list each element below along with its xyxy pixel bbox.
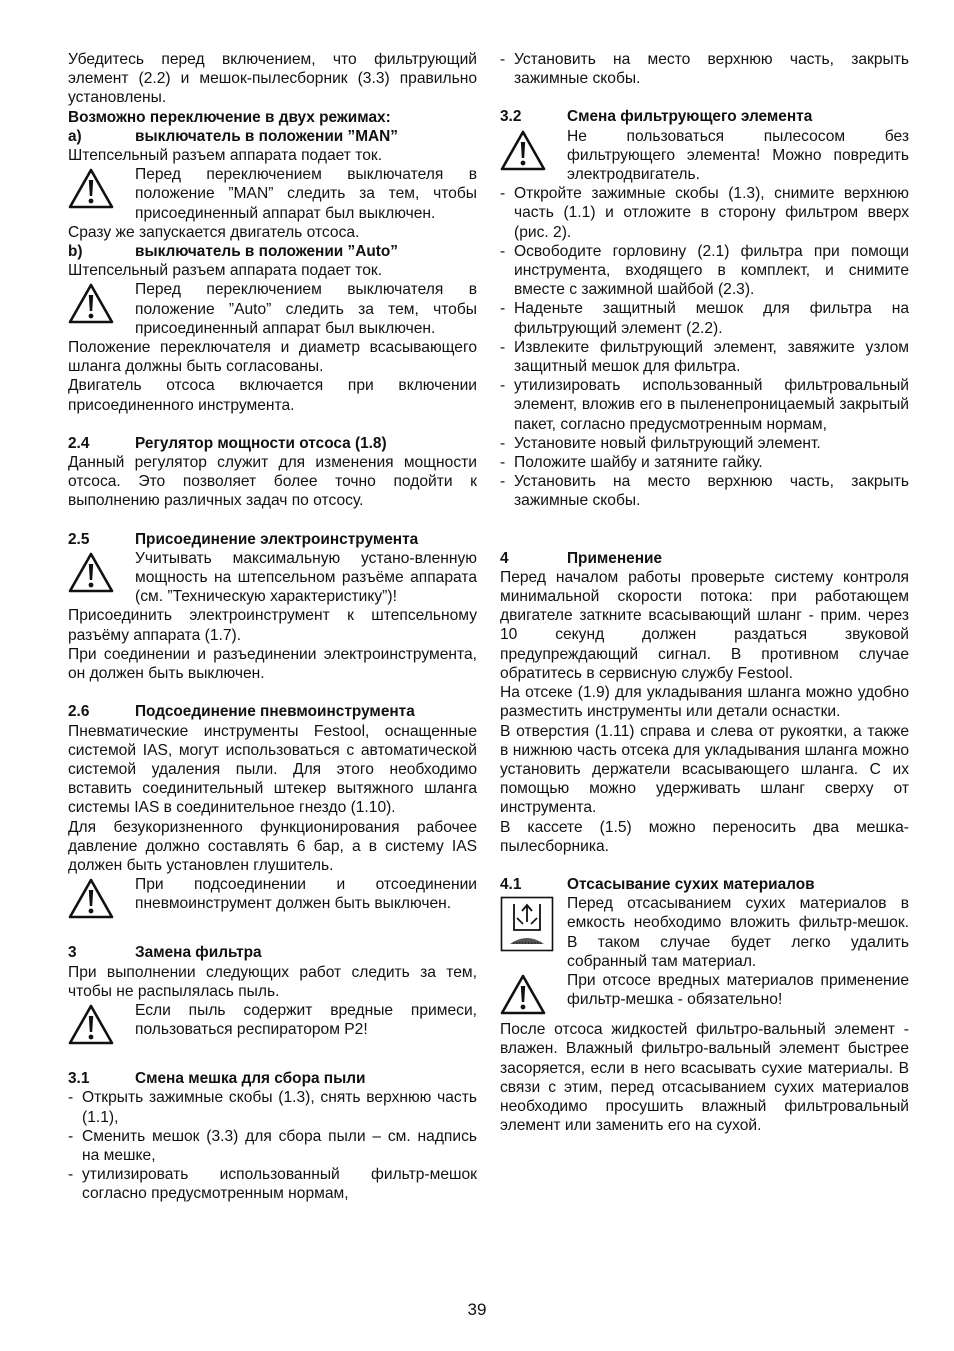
modes-heading xyxy=(68,108,477,127)
section-title: Отсасывание сухих материалов xyxy=(567,875,815,893)
warning-triangle-icon xyxy=(68,165,135,223)
section-number: 4 xyxy=(500,549,509,567)
section-number: 2.6 xyxy=(68,703,90,721)
mode-b-note-2: Двигатель отсоса включается при включении присоединенного инструмента. xyxy=(68,377,477,414)
mode-b-warning xyxy=(68,280,477,338)
mode-b-text: Штепсельный разъем аппарата подает ток. xyxy=(68,262,383,280)
mode-a-text: Штепсельный разъем аппарата подает ток. xyxy=(68,147,383,165)
section-2-4-heading xyxy=(68,434,477,453)
list-item-text: Откройте зажимные скобы (1.3), снимите верхнюю часть (1.1) и отложите в сторону фильтром вверх (рис. 2). xyxy=(514,185,909,241)
list-item: - Открыть зажимные скобы (1.3), снять верхнюю часть (1.1), xyxy=(68,1089,477,1126)
section-4-1-info-text: Перед отсасыванием сухих материалов в емкость необходимо вложить фильтр-мешок. В таком случае будет легко удалить собранный там материал. xyxy=(567,895,909,970)
list-item-text: Положите шайбу и затяните гайку. xyxy=(514,454,763,472)
mode-a-warning-text: Перед переключением выключателя в положение ”MAN” следить за тем, чтобы присоединенный аппарат был выключен. xyxy=(135,166,477,222)
section-number: 2.4 xyxy=(68,434,90,452)
section-number: 3.2 xyxy=(500,108,522,126)
section-2-6-text-2: Для безукоризненного функционирования рабочее давление должно составлять 6 бар, а в систему IAS должен быть установлен глушитель. xyxy=(68,818,477,874)
list-item-text: Установить на место верхнюю часть, закрыть зажимные скобы. xyxy=(514,51,909,88)
warning-triangle-icon xyxy=(68,549,135,607)
list-item: - Положите шайбу и затяните гайку. xyxy=(500,453,909,472)
list-item: - Извлеките фильтрующий элемент, завяжите узлом защитный мешок для фильтра. xyxy=(500,338,909,376)
list-item: - Сменить мешок (3.3) для сбора пыли – см. надпись на мешке, xyxy=(68,1127,477,1164)
section-3-1-heading xyxy=(68,1069,477,1088)
section-number: 2.5 xyxy=(68,530,90,548)
list-item: - Установить на место верхнюю часть, закрыть зажимные скобы. xyxy=(500,473,909,510)
list-item-text: Установите новый фильтрующий элемент. xyxy=(514,434,821,452)
warning-triangle-icon xyxy=(68,280,135,338)
list-item-text: Сменить мешок (3.3) для сбора пыли – см. надпись на мешке, xyxy=(82,1127,477,1164)
section-title: Смена мешка для сбора пыли xyxy=(135,1070,366,1088)
section-4-1-info xyxy=(500,894,909,971)
section-title: Регулятор мощности отсоса (1.8) xyxy=(135,434,387,452)
mode-b-title: выключатель в положении ”Auto” xyxy=(135,243,398,261)
list-item-text: утилизировать использованный фильтровальный элемент, вложив его в пыленепроницаемый закрытый пакет, согласно предусмотренным нормам, xyxy=(514,377,909,433)
section-2-5-text-2: При соединении и разъединении электроинструмента, он должен быть выключен. xyxy=(68,645,477,683)
section-3-warning-text: Если пыль содержит вредные примеси, пользоваться респиратором P2! xyxy=(135,1001,477,1039)
section-3-text: При выполнении следующих работ следить за тем, чтобы не распылялась пыль. xyxy=(68,963,477,1000)
list-item-text: Открыть зажимные скобы (1.3), снять верхнюю часть (1.1), xyxy=(82,1089,477,1126)
list-item: - Откройте зажимные скобы (1.3), снимите верхнюю часть (1.1) и отложите в сторону фильтром вверх (рис. 2). xyxy=(500,185,909,241)
modes-heading-text: Возможно переключение в двух режимах: xyxy=(68,108,391,126)
mode-a-number: a) xyxy=(68,127,82,145)
list-item: - утилизировать использованный фильтр-мешок согласно предусмотренным нормам, xyxy=(68,1166,477,1203)
list-item: - утилизировать использованный фильтровальный элемент, вложив его в пыленепроницаемый закрытый пакет, согласно предусмотренным нормам, xyxy=(500,377,909,433)
section-2-6-text: Пневматические инструменты Festool, оснащенные системой IAS, могут использоваться с автоматической системой удаления пыли. Для этого необходимо вставить соединительный штекер вытяжного шланга системы IAS в соединительное гнездо (1.10). xyxy=(68,722,477,817)
mode-a-note: Сразу же запускается двигатель отсоса. xyxy=(68,223,360,241)
warning-triangle-icon xyxy=(68,1001,135,1050)
section-number: 4.1 xyxy=(500,875,522,893)
mode-a-heading xyxy=(68,127,477,146)
section-3-2-warning xyxy=(500,127,909,185)
list-item: - Установить на место верхнюю часть, закрыть зажимные скобы. xyxy=(500,51,909,88)
list-item-text: Освободите горловину (2.1) фильтра при помощи инструмента, входящего в комплект, и снимите вместе с зажимной шайбой (2.3). xyxy=(514,242,909,299)
section-3-2-heading xyxy=(500,107,909,126)
warning-triangle-icon xyxy=(500,127,567,185)
section-2-5-warning xyxy=(68,549,477,607)
section-4-text: Перед началом работы проверьте систему контроля минимальной скорости потока: при работающем двигателе заткните всасывающий шланг - прим. через 10 секунд должен раздаться звуковой предупреждающий сигнал. В противном случае обратитесь в сервисную службу Festool. xyxy=(500,568,909,682)
section-title: Замена фильтра xyxy=(135,944,262,962)
section-4-1-warning-text: При отсосе вредных материалов применение фильтр-мешка - обязательно! xyxy=(567,971,909,1009)
list-item-text: Извлеките фильтрующий элемент, завяжите узлом защитный мешок для фильтра. xyxy=(514,338,909,376)
section-4-text-2: На отсеке (1.9) для укладывания шланга можно удобно разместить инструменты или детали оснастки. xyxy=(500,684,909,721)
list-item-text: Наденьте защитный мешок для фильтра на фильтрующий элемент (2.2). xyxy=(514,300,909,337)
section-4-heading xyxy=(500,549,909,568)
list-item-text: утилизировать использованный фильтр-мешок согласно предусмотренным нормам, xyxy=(82,1166,477,1203)
section-4-1-warning xyxy=(500,971,909,1020)
right-column xyxy=(500,50,909,1135)
section-title: Подсоединение пневмоинструмента xyxy=(135,703,415,721)
section-2-6-heading xyxy=(68,702,477,721)
list-item: - Установите новый фильтрующий элемент. xyxy=(500,434,909,453)
section-number: 3 xyxy=(68,944,77,962)
dust-bag-icon xyxy=(500,894,567,971)
section-2-6-warning-text: При подсоединении и отсоединении пневмоинструмент должен быть выключен. xyxy=(135,876,477,913)
section-number: 3.1 xyxy=(68,1070,90,1088)
section-4-text-4: В кассете (1.5) можно переносить два мешка-пылесборника. xyxy=(500,818,909,855)
section-2-4-text: Данный регулятор служит для изменения мощности отсоса. Это позволяет более точно подойти к выполнению различных задач по отсосу. xyxy=(68,454,477,510)
mode-b-number: b) xyxy=(68,243,83,261)
section-3-heading xyxy=(68,943,477,962)
list-item: - Освободите горловину (2.1) фильтра при помощи инструмента, входящего в комплект, и снимите вместе с зажимной шайбой (2.3). xyxy=(500,242,909,299)
mode-b-note: Положение переключателя и диаметр всасывающего шланга должны быть согласованы. xyxy=(68,339,477,376)
left-column xyxy=(68,50,477,1204)
warning-triangle-icon xyxy=(500,971,567,1020)
section-2-5-heading xyxy=(68,530,477,549)
list-item-text: Установить на место верхнюю часть, закрыть зажимные скобы. xyxy=(514,473,909,510)
section-2-5-text: Присоединить электроинструмент к штепсельному разъёму аппарата (1.7). xyxy=(68,607,477,644)
mode-b-heading xyxy=(68,242,477,261)
section-4-text-3: В отверстия (1.11) справа и слева от рукоятки, а также в нижнюю часть отсека для укладывания шланга можно установить держатели всасывающего шланга. С их помощью можно удерживать шланг сверху от инструмента. xyxy=(500,722,909,817)
section-3-warning xyxy=(68,1001,477,1050)
section-title: Присоединение электроинструмента xyxy=(135,530,419,548)
section-title: Применение xyxy=(567,549,663,567)
mode-a-warning xyxy=(68,165,477,223)
section-2-5-warning-text: Учитывать максимальную устано-вленную мощность на штепсельном разъёме аппарата (см. ”Техническую характеристику”)! xyxy=(135,549,477,606)
mode-b-warning-text: Перед переключением выключателя в положение ”Auto” следить за тем, чтобы присоединенный аппарат был выключен. xyxy=(135,281,477,337)
section-2-6-warning xyxy=(68,875,477,924)
section-3-2-warning-text: Не пользоваться пылесосом без фильтрующего элемента! Можно повредить электродвигатель. xyxy=(567,127,909,184)
list-item: - Наденьте защитный мешок для фильтра на фильтрующий элемент (2.2). xyxy=(500,300,909,337)
section-4-1-heading xyxy=(500,875,909,894)
section-4-1-text: После отсоса жидкостей фильтро-вальный элемент - влажен. Влажный фильтро-вальный элемент быстрее засоряется, если в него всасывать сухие материалы. В связи с этим, перед отсасыванием сухих материалов необходимо просушить влажный фильтровальный элемент или заменить его на сухой. xyxy=(500,1021,909,1135)
page-number: 39 xyxy=(467,1300,487,1319)
mode-a-title: выключатель в положении ”MAN” xyxy=(135,127,398,145)
section-title: Смена фильтрующего элемента xyxy=(567,108,813,126)
intro-paragraph: Убедитесь перед включением, что фильтрующий элемент (2.2) и мешок-пылесборник (3.3) правильно установлены. xyxy=(68,51,477,107)
warning-triangle-icon xyxy=(68,875,135,924)
